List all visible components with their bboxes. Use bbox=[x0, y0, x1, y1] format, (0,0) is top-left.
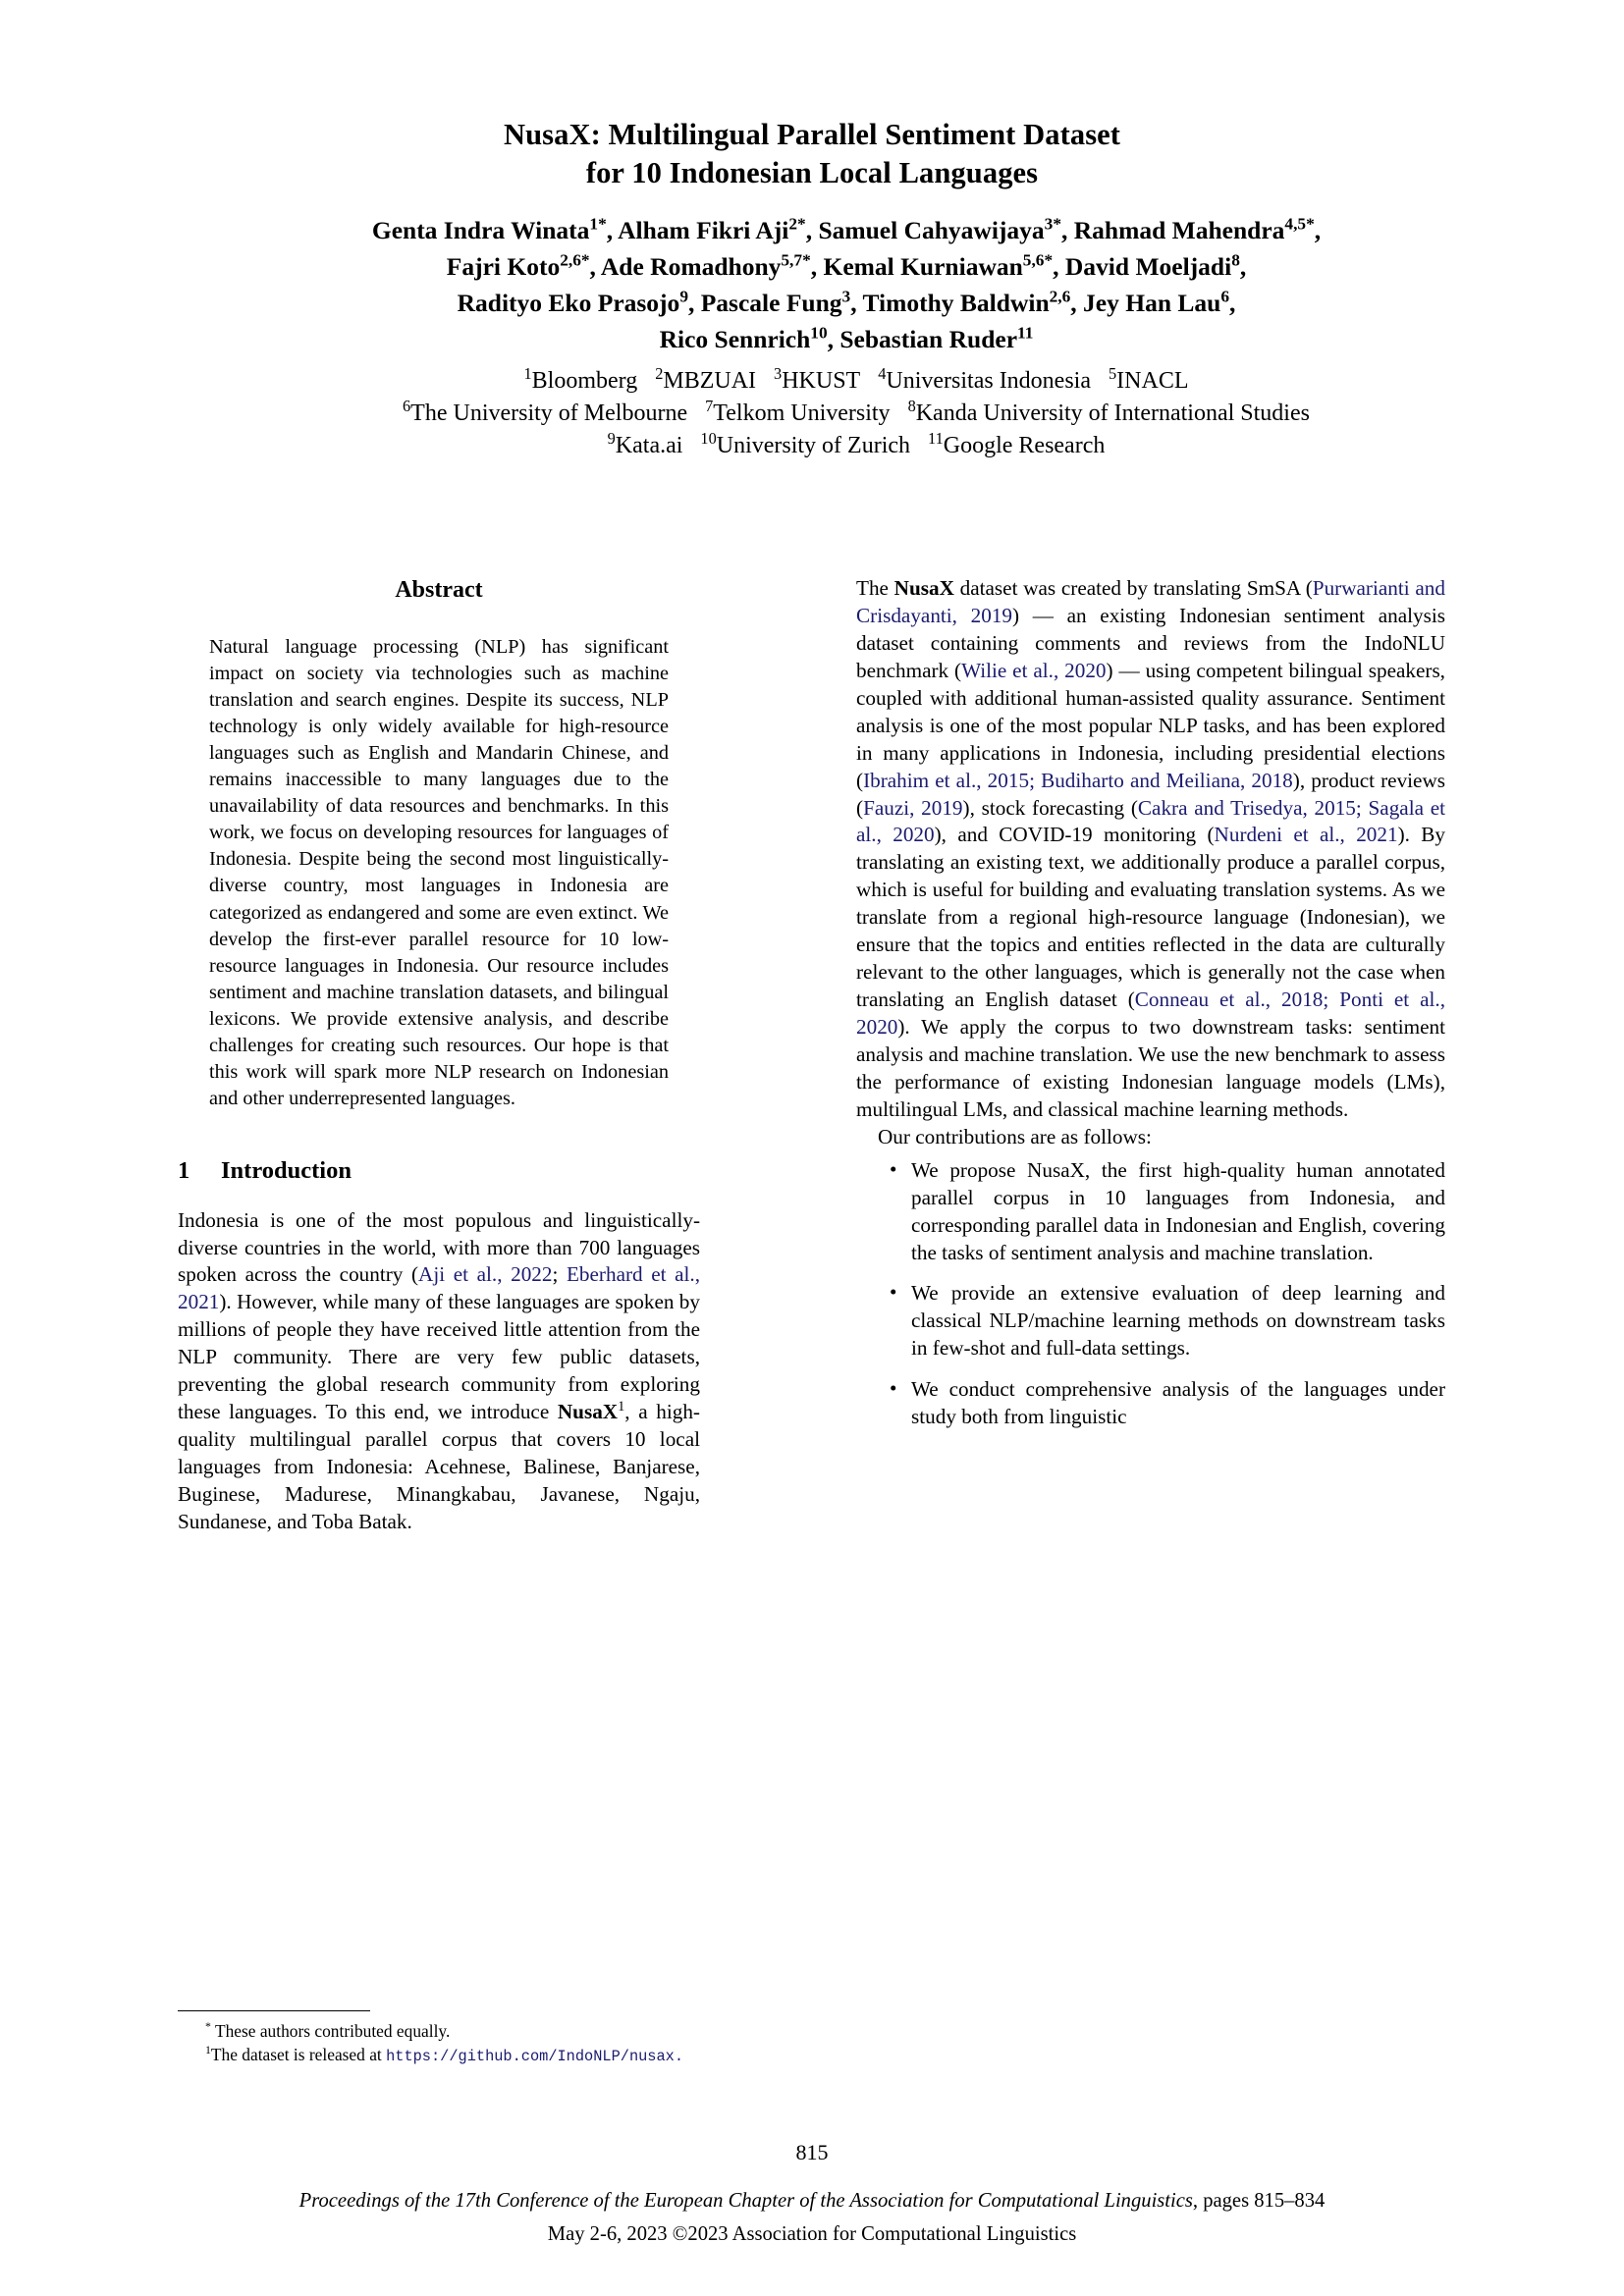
footer-proceedings bbox=[0, 2190, 1624, 2213]
intro-text-d: , a high-quality multilingual parallel corpus that covers 10 local languages from Indonesia: Acehnese, Balinese, Banjarese, Buginese, Madurese, Minangkabau, Javanese, Ngaju, Sundanese, and Toba Batak. bbox=[178, 1400, 700, 1533]
affiliation-hkust: HKUST bbox=[782, 368, 861, 395]
intro-paragraph-1 bbox=[178, 1207, 700, 1536]
intro-text-c: ). However, while many of these languages are spoken by millions of people they have received little attention from the NLP community. There are very few public datasets, preventing the global research community from exploring these languages. To this end, we introduce bbox=[178, 1290, 700, 1424]
section-heading-introduction bbox=[178, 1155, 700, 1187]
citation-purwarianti-2019[interactable]: Purwarianti and Crisdayanti, 2019 bbox=[856, 576, 1445, 627]
rc-text-e: ; bbox=[1029, 768, 1042, 792]
affiliation-inacl: INACL bbox=[1116, 368, 1189, 395]
title-line-2: for 10 Indonesian Local Languages bbox=[585, 155, 1039, 189]
citation-cakra-2015[interactable]: Cakra and Trisedya, 2015 bbox=[1137, 795, 1356, 820]
footer-date-copyright: May 2-6, 2023 ©2023 Association for Computational Linguistics bbox=[547, 2223, 1077, 2245]
affiliation-bloomberg: Bloomberg bbox=[531, 368, 638, 395]
right-column bbox=[856, 575, 1445, 1445]
dataset-url-link[interactable]: https://github.com/IndoNLP/nusax bbox=[386, 2048, 675, 2066]
affiliation-line-1: $^1$Bloomberg $^2$MBZUAI $^3$HKUST $^4$Universitas Indonesia $^5$INACL bbox=[523, 364, 1189, 395]
rc-text-g: ), stock forecasting ( bbox=[962, 795, 1138, 820]
rc-text-d: ) — using competent bilingual speakers, coupled with additional human-assisted quality assurance. Sentiment analysis is one of the most popular NLP tasks, and has been explored in many applications in Indonesia, including presidential elections ( bbox=[856, 658, 1445, 792]
footnote-one-text-a: The dataset is released at bbox=[210, 2045, 387, 2065]
citation-ponti-2020[interactable]: Ponti et al., 2020 bbox=[856, 988, 1445, 1039]
left-column bbox=[178, 575, 700, 1536]
author-list bbox=[159, 213, 1534, 358]
list-item: • We provide an extensive evaluation of deep learning and classical NLP/machine learning methods on downstream tasks in few-shot and full-data settings. bbox=[890, 1280, 1445, 1362]
footnote-one bbox=[178, 2044, 700, 2066]
footnote-block bbox=[178, 2010, 700, 2068]
citation-aji-2022[interactable]: Aji et al., 2022 bbox=[418, 1262, 553, 1287]
rc-text-k: ; bbox=[1323, 988, 1340, 1012]
section-number: 1 bbox=[178, 1157, 190, 1185]
affiliation-kataai: Kata.ai bbox=[615, 433, 683, 459]
footnote-rule bbox=[178, 2010, 370, 2011]
footnote-star-text: These authors contributed equally. bbox=[214, 2021, 451, 2041]
citation-fauzi-2019[interactable]: Fauzi, 2019 bbox=[863, 795, 963, 820]
author-line-4: Rico Sennrich$^{10}$, Sebastian Ruder$^{11}$ bbox=[659, 323, 1034, 354]
citation-wilie-2020[interactable]: Wilie et al., 2020 bbox=[961, 658, 1107, 682]
rc-text-f: ), product reviews ( bbox=[856, 768, 1445, 820]
rc-text-j: ). By translating an existing text, we additionally produce a parallel corpus, which is useful for building and evaluating translation systems. As we translate from a regional high-resource language (Indonesian), we ensure that the topics and entities reflected in the data are culturally relevant to the other languages, which is generally not the case when translating an English dataset ( bbox=[856, 823, 1446, 1012]
rc-text-c: ) — an existing Indonesian sentiment analysis dataset containing comments and reviews from the IndoNLU benchmark ( bbox=[856, 603, 1445, 682]
footer-proceedings-title: Proceedings of the 17th Conference of the European Chapter of the Association for Computational Linguistics bbox=[298, 2190, 1193, 2212]
right-paragraph-1 bbox=[856, 575, 1445, 1124]
footnote-marker-1: 1 bbox=[205, 2043, 211, 2057]
list-item: • We propose NusaX, the first high-quality human annotated parallel corpus in 10 languages from Indonesia, and corresponding parallel data in Indonesian and English, covering the tasks of sentiment analysis and machine translation. bbox=[890, 1157, 1445, 1267]
title-block bbox=[159, 0, 1465, 462]
rc-text-l: ). We apply the corpus to two downstream tasks: sentiment analysis and machine translation. We use the new benchmark to assess the performance of existing Indonesian language models (LMs), multilingual LMs, and classical machine learning methods. bbox=[856, 1015, 1445, 1121]
affiliation-list bbox=[159, 365, 1553, 462]
affiliation-kanda: Kanda University of International Studies bbox=[915, 400, 1310, 427]
rc-text-a: The bbox=[856, 576, 894, 600]
affiliation-zurich: University of Zurich bbox=[716, 433, 911, 459]
footnote-marker-star: * bbox=[205, 2019, 211, 2034]
page-title bbox=[159, 116, 1465, 191]
citation-ibrahim-2015[interactable]: Ibrahim et al., 2015 bbox=[863, 768, 1030, 792]
title-line-1: NusaX: Multilingual Parallel Sentiment Dataset bbox=[503, 118, 1121, 151]
author-line-1: Genta Indra Winata$^{1*}$, Alham Fikri Aji$^{2*}$, Samuel Cahyawijaya$^{3*}$, Rahmad Mahendra$^{4,5*}$, bbox=[371, 214, 1322, 245]
affiliation-melbourne: The University of Melbourne bbox=[410, 400, 688, 427]
abstract-heading: Abstract bbox=[395, 577, 483, 603]
citation-nurdeni-2021[interactable]: Nurdeni et al., 2021 bbox=[1214, 823, 1398, 847]
author-line-2: Fajri Koto$^{2,6*}$, Ade Romadhony$^{5,7*}$, Kemal Kurniawan$^{5,6*}$, David Moeljadi$^8$, bbox=[446, 250, 1247, 282]
citation-sagala-2020[interactable]: Sagala et al., 2020 bbox=[856, 795, 1445, 847]
rc-text-h: ; bbox=[1355, 795, 1369, 820]
page-number: 815 bbox=[795, 2140, 829, 2164]
intro-text-b: ; bbox=[552, 1262, 567, 1287]
nusax-bold-mention-2: NusaX bbox=[893, 576, 954, 600]
affiliation-mbzuai: MBZUAI bbox=[663, 368, 757, 395]
rc-text-b: dataset was created by translating SmSA ( bbox=[953, 576, 1313, 600]
footnote-one-text-b: . bbox=[674, 2048, 684, 2066]
list-item: • We conduct comprehensive analysis of the languages under study both from linguistic bbox=[890, 1376, 1445, 1431]
author-line-3: Radityo Eko Prasojo$^9$, Pascale Fung$^3$, Timothy Baldwin$^{2,6}$, Jey Han Lau$^6$, bbox=[457, 287, 1236, 318]
footnote-ref-1[interactable]: 1 bbox=[618, 1399, 625, 1415]
affiliation-line-3: $^9$Kata.ai $^{10}$University of Zurich $^{11}$Google Research bbox=[607, 429, 1106, 459]
citation-conneau-2018[interactable]: Conneau et al., 2018 bbox=[1134, 988, 1324, 1012]
abstract-text: Natural language processing (NLP) has significant impact on society via technologies such as machine translation and search engines. Despite its success, NLP technology is only widely available for high-resource languages such as English and Mandarin Chinese, and remains inaccessible to many languages due to the unavailability of data resources and benchmarks. In this work, we focus on developing resources for languages of Indonesia. Despite being the second most linguistically-diverse country, most languages in Indonesia are categorized as endangered and some are even extinct. We develop the first-ever parallel resource for 10 low-resource languages in Indonesia. Our resource includes sentiment and machine translation datasets, and bilingual lexicons. We provide extensive analysis, and describe challenges for creating such resources. Our hope is that this work will spark more NLP research on Indonesian and other underrepresented languages. bbox=[209, 635, 669, 1110]
contributions-list bbox=[856, 1157, 1445, 1431]
section-title: Introduction bbox=[221, 1157, 352, 1185]
footer-pages-range: , pages 815–834 bbox=[1192, 2190, 1326, 2212]
citation-budiharto-2018[interactable]: Budiharto and Meiliana, 2018 bbox=[1041, 768, 1293, 792]
body-columns bbox=[0, 575, 1624, 2067]
rc-text-i: ), and COVID-19 monitoring ( bbox=[934, 823, 1215, 847]
citation-eberhard-2021[interactable]: Eberhard et al., 2021 bbox=[178, 1262, 701, 1314]
affiliation-telkom: Telkom University bbox=[713, 400, 891, 427]
contributions-intro: Our contributions are as follows: bbox=[878, 1124, 1152, 1148]
nusax-bold-mention: NusaX bbox=[557, 1400, 619, 1424]
footnote-star bbox=[178, 2020, 700, 2043]
intro-text-a: Indonesia is one of the most populous and linguistically-diverse countries in the world, with more than 700 languages spoken across the country ( bbox=[178, 1207, 700, 1287]
affiliation-line-2: $^6$The University of Melbourne $^7$Telkom University $^8$Kanda University of International Studies bbox=[403, 397, 1310, 427]
affiliation-google-research: Google Research bbox=[943, 433, 1106, 459]
affiliation-universitas-indonesia: Universitas Indonesia bbox=[886, 368, 1091, 395]
